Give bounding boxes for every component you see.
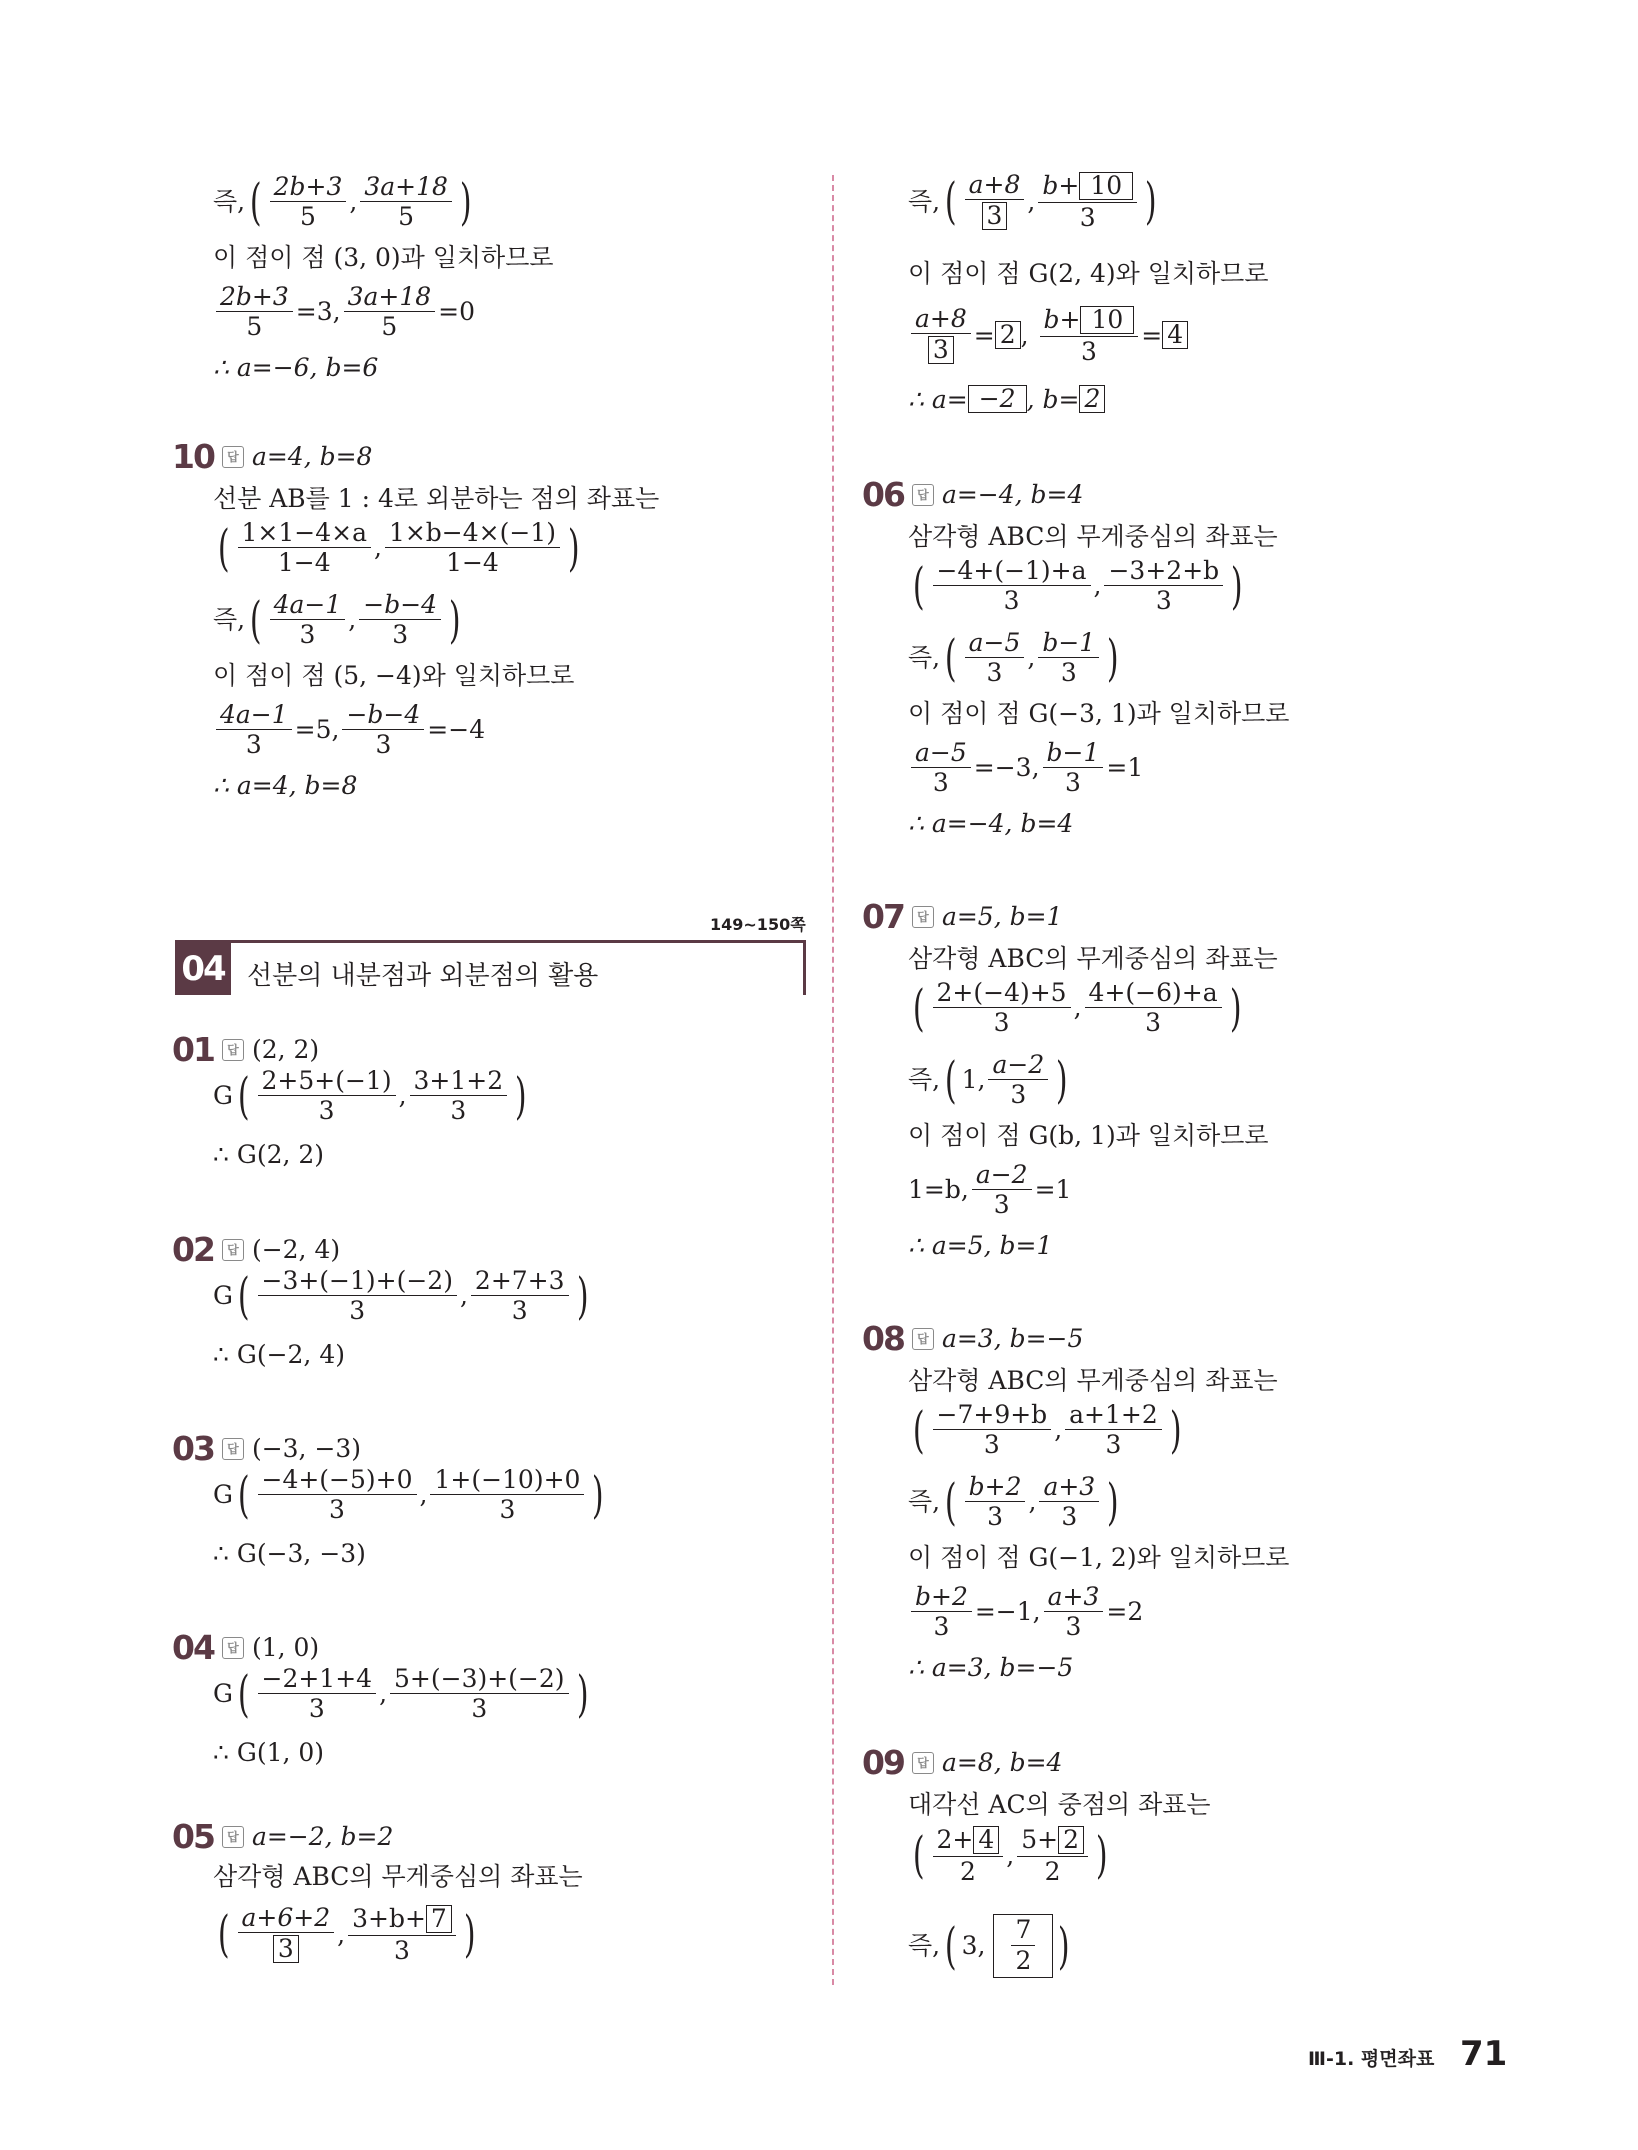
answer-icon: 답 bbox=[222, 1826, 244, 1848]
p06-line-1: 삼각형 ABC의 무게중심의 좌표는 bbox=[908, 522, 1278, 551]
p07-line-4: 이 점이 점 G(b, 1)과 일치하므로 bbox=[908, 1121, 1269, 1150]
fraction: $\frac{2b+3}{5}$ bbox=[216, 284, 293, 339]
p08-line-5: $\frac{b+2}{3}$ =−1, $\frac{a+3}{3}$ =2 bbox=[908, 1584, 1143, 1639]
p08-line-1: 삼각형 ABC의 무게중심의 좌표는 bbox=[908, 1366, 1278, 1395]
answer-icon: 답 bbox=[912, 1752, 934, 1774]
p09-line-1: 대각선 AC의 중점의 좌표는 bbox=[908, 1790, 1211, 1819]
p05-line-2: ( $\frac{a+6+2}{3}$ , $\frac{3+b+ 7}{3}$ ) bbox=[217, 1903, 476, 1966]
footer-chapter: Ⅲ-1. 평면좌표 bbox=[1308, 2048, 1435, 2070]
answer-icon: 답 bbox=[912, 906, 934, 928]
problem-09-header: 09 답 a=8, b=4 bbox=[862, 1743, 1063, 1782]
p04-result: ∴ G(1, 0) bbox=[213, 1738, 325, 1767]
problem-05-header: 05 답 a=−2, b=2 bbox=[172, 1817, 394, 1856]
p08-line-2: ( $\frac{-7+9+b}{3}$ , $\frac{a+1+2}{3}$ ) bbox=[912, 1400, 1182, 1459]
page-number: 71 bbox=[1460, 2034, 1508, 2074]
problem-07-header: 07 답 a=5, b=1 bbox=[862, 897, 1063, 936]
answer-icon: 답 bbox=[912, 1328, 934, 1350]
answer-icon: 답 bbox=[222, 1438, 244, 1460]
p08-line-4: 이 점이 점 G(−1, 2)와 일치하므로 bbox=[908, 1543, 1290, 1572]
p07-line-3: 즉, ( 1, $\frac{a-2}{3}$ ) bbox=[908, 1050, 1068, 1109]
answer-icon: 답 bbox=[222, 1637, 244, 1659]
p10-line-1: 선분 AB를 1 : 4로 외분하는 점의 좌표는 bbox=[213, 484, 660, 513]
problem-06-header: 06 답 a=−4, b=4 bbox=[862, 475, 1084, 514]
p08-line-3: 즉, ( $\frac{b+2}{3}$ , $\frac{a+3}{3}$ ) bbox=[908, 1472, 1119, 1531]
fraction: $\frac{3a+18}{5}$ bbox=[360, 174, 452, 229]
p03-line-1: G ( $\frac{-4+(-5)+0}{3}$ , $\frac{1+(-10)+0}{3}$ ) bbox=[213, 1465, 605, 1524]
p10-line-6: ∴ a=4, b=8 bbox=[213, 771, 358, 800]
p03-result: ∴ G(−3, −3) bbox=[213, 1539, 366, 1568]
problem-02-header: 02 답 (−2, 4) bbox=[172, 1230, 341, 1269]
section-pages: 149~150쪽 bbox=[710, 915, 806, 934]
r-prev-line-4: ∴ a= −2 , b= 2 bbox=[908, 385, 1105, 413]
answer: a=4, b=8 bbox=[251, 442, 373, 471]
p02-result: ∴ G(−2, 4) bbox=[213, 1340, 345, 1369]
problem-01-header: 01 답 (2, 2) bbox=[172, 1030, 320, 1069]
paren-open: ( bbox=[250, 172, 262, 231]
answer-icon: 답 bbox=[222, 446, 244, 468]
prev-line-1: 즉, ( $\frac{2b+3}{5}$ , $\frac{3a+18}{5}$ ) bbox=[213, 172, 472, 231]
problem-number: 10 bbox=[172, 437, 214, 476]
p07-line-6: ∴ a=5, b=1 bbox=[908, 1231, 1053, 1260]
problem-08-header: 08 답 a=3, b=−5 bbox=[862, 1319, 1084, 1358]
p07-line-5: 1=b, $\frac{a-2}{3}$ =1 bbox=[908, 1160, 1072, 1219]
paren-close: ) bbox=[459, 172, 472, 231]
prefix: 즉, bbox=[213, 187, 246, 216]
p06-line-2: ( $\frac{-4+(-1)+a}{3}$ , $\frac{-3+2+b}{3}$ ) bbox=[912, 556, 1243, 615]
p10-line-3: 즉, ( $\frac{4a-1}{3}$ , $\frac{-b-4}{3}$ ) bbox=[213, 590, 461, 649]
p07-line-2: ( $\frac{2+(-4)+5}{3}$ , $\frac{4+(-6)+a}{3}$ ) bbox=[912, 978, 1242, 1037]
answer-icon: 답 bbox=[222, 1039, 244, 1061]
p10-line-4: 이 점이 점 (5, −4)와 일치하므로 bbox=[213, 661, 575, 690]
prev-line-3: $\frac{2b+3}{5}$ =3, $\frac{3a+18}{5}$ =0 bbox=[213, 284, 475, 339]
p01-line-1: G ( $\frac{2+5+(-1)}{3}$ , $\frac{3+1+2}{3}$ ) bbox=[213, 1066, 527, 1125]
problem-04-header: 04 답 (1, 0) bbox=[172, 1628, 320, 1667]
column-divider bbox=[832, 175, 834, 1985]
p04-line-1: G ( $\frac{-2+1+4}{3}$ , $\frac{5+(-3)+(-2)}{3}$ ) bbox=[213, 1664, 589, 1723]
p07-line-1: 삼각형 ABC의 무게중심의 좌표는 bbox=[908, 944, 1278, 973]
p06-line-4: 이 점이 점 G(−3, 1)과 일치하므로 bbox=[908, 699, 1290, 728]
answer-icon: 답 bbox=[222, 1239, 244, 1261]
p09-line-2: ( $\frac{2+ 4}{2}$ , $\frac{5+ 2}{2}$ ) bbox=[912, 1825, 1108, 1887]
r-prev-line-2: 이 점이 점 G(2, 4)와 일치하므로 bbox=[908, 259, 1269, 288]
prev-line-4: ∴ a=−6, b=6 bbox=[213, 353, 379, 382]
p05-line-1: 삼각형 ABC의 무게중심의 좌표는 bbox=[213, 1862, 583, 1891]
section-title: 선분의 내분점과 외분점의 활용 bbox=[247, 961, 599, 991]
fraction: $\frac{2b+3}{5}$ bbox=[270, 174, 347, 229]
r-prev-line-3: $\frac{a+8}{3}$ = 2 , $\frac{b+ 10}{3}$ = 4 bbox=[908, 306, 1188, 364]
section-number: 04 bbox=[175, 943, 231, 995]
p06-line-5: $\frac{a-5}{3}$ =−3, $\frac{b-1}{3}$ =1 bbox=[908, 740, 1143, 795]
p09-line-3: 즉, ( 3, $\frac{7}{2}$ ) bbox=[908, 1914, 1075, 1978]
section-header bbox=[175, 940, 806, 995]
problem-10-header bbox=[172, 437, 373, 476]
p06-line-6: ∴ a=−4, b=4 bbox=[908, 809, 1074, 838]
p02-line-1: G ( $\frac{-3+(-1)+(-2)}{3}$ , $\frac{2+7+3}{3}$ ) bbox=[213, 1266, 589, 1325]
p06-line-3: 즉, ( $\frac{a-5}{3}$ , $\frac{b-1}{3}$ ) bbox=[908, 628, 1119, 687]
answer-icon: 답 bbox=[912, 484, 934, 506]
p10-line-5: $\frac{4a-1}{3}$ =5, $\frac{-b-4}{3}$ =−4 bbox=[213, 702, 485, 757]
p08-line-6: ∴ a=3, b=−5 bbox=[908, 1653, 1074, 1682]
fraction: $\frac{3a+18}{5}$ bbox=[344, 284, 436, 339]
prev-line-2: 이 점이 점 (3, 0)과 일치하므로 bbox=[213, 243, 554, 272]
p01-result: ∴ G(2, 2) bbox=[213, 1140, 325, 1169]
problem-03-header: 03 답 (−3, −3) bbox=[172, 1429, 362, 1468]
p10-line-2: ( $\frac{1\times 1-4\times a}{1-4}$ , $\frac{1\times b-4\times(-1)}{1-4}$ ) bbox=[217, 518, 580, 577]
r-prev-line-1: 즉, ( $\frac{a+8}{3}$ , $\frac{b+ 10}{3}$ ) bbox=[908, 170, 1157, 233]
